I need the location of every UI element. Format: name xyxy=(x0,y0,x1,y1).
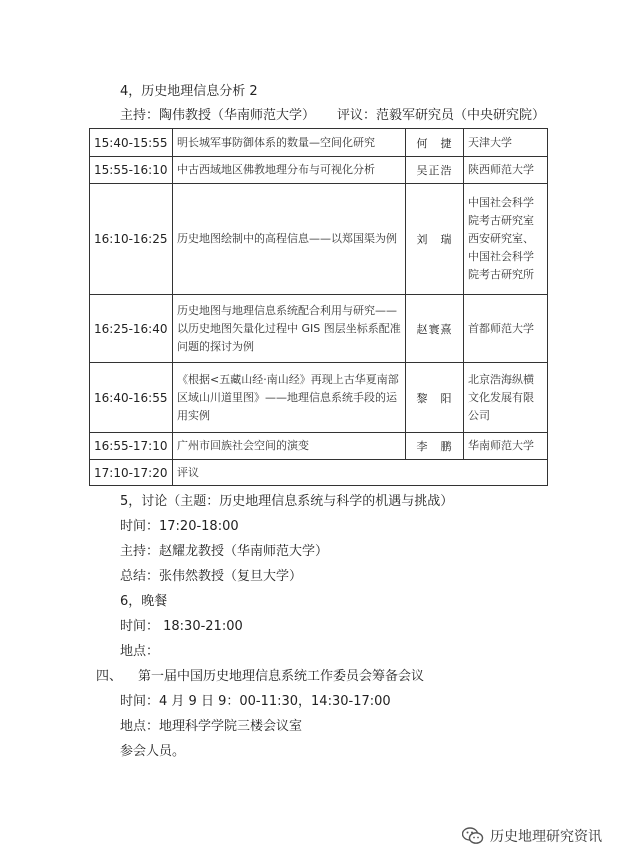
watermark-text: 历史地理研究资讯 xyxy=(490,829,602,845)
talk-title-cell: 历史地图绘制中的高程信息——以郑国渠为例 xyxy=(173,184,406,295)
talk-title-cell: 明长城军事防御体系的数量—空间化研究 xyxy=(173,129,406,157)
speaker-cell: 黎 阳 xyxy=(406,363,464,433)
affiliation-cell: 天津大学 xyxy=(464,129,548,157)
section4-commentator: 评议：范毅军研究员（中央研究院） xyxy=(337,108,546,123)
time-cell: 17:10-17:20 xyxy=(90,460,173,486)
table-row xyxy=(90,184,548,295)
part4-number: 四、 xyxy=(96,669,123,684)
time-cell: 15:40-15:55 xyxy=(90,129,173,157)
talk-title-cell: 广州市回族社会空间的演变 xyxy=(173,433,406,460)
part4-attendees: 参会人员。 xyxy=(120,744,186,759)
talk-title-cell: 评议 xyxy=(173,460,548,486)
account-watermark xyxy=(462,826,602,846)
speaker-cell: 吴正浩 xyxy=(406,157,464,184)
talk-title-cell: 历史地图与地理信息系统配合利用与研究——以历史地图矢量化过程中 GIS 图层坐标系配准问题的探讨为例 xyxy=(173,295,406,363)
part4-time: 时间：4 月 9 日 9：00-11:30，14:30-17:00 xyxy=(120,694,391,709)
table-row xyxy=(90,157,548,184)
time-cell: 16:40-16:55 xyxy=(90,363,173,433)
section4-heading: 4，历史地理信息分析 2 xyxy=(120,84,258,99)
section6-heading: 6，晚餐 xyxy=(120,594,168,609)
section4-host: 主持：陶伟教授（华南师范大学） xyxy=(120,108,316,123)
time-cell: 16:25-16:40 xyxy=(90,295,173,363)
table-row xyxy=(90,460,548,486)
speaker-cell: 何 捷 xyxy=(406,129,464,157)
time-cell: 16:55-17:10 xyxy=(90,433,173,460)
part4-place: 地点：地理科学学院三楼会议室 xyxy=(120,719,303,734)
time-cell: 16:10-16:25 xyxy=(90,184,173,295)
affiliation-cell: 北京浩海纵横文化发展有限公司 xyxy=(464,363,548,433)
table-row xyxy=(90,295,548,363)
affiliation-cell: 首都师范大学 xyxy=(464,295,548,363)
section5-heading: 5，讨论（主题：历史地理信息系统与科学的机遇与挑战） xyxy=(120,494,454,509)
talk-title-cell: 《根据<五藏山经·南山经》再现上古华夏南部区域山川道里图》——地理信息系统手段的运用实例 xyxy=(173,363,406,433)
speaker-cell: 李 鹏 xyxy=(406,433,464,460)
schedule-table xyxy=(89,128,548,486)
affiliation-cell: 华南师范大学 xyxy=(464,433,548,460)
table-row xyxy=(90,433,548,460)
speaker-cell: 赵寰熹 xyxy=(406,295,464,363)
table-row xyxy=(90,129,548,157)
affiliation-cell: 陕西师范大学 xyxy=(464,157,548,184)
time-cell: 15:55-16:10 xyxy=(90,157,173,184)
section5-host: 主持：赵耀龙教授（华南师范大学） xyxy=(120,544,329,559)
section6-place: 地点： xyxy=(120,644,160,659)
section5-summary: 总结：张伟然教授（复旦大学） xyxy=(120,569,303,584)
part4-heading: 第一届中国历史地理信息系统工作委员会筹备会议 xyxy=(138,669,425,684)
table-row xyxy=(90,363,548,433)
section6-time: 时间： 18:30-21:00 xyxy=(120,619,243,634)
section5-time: 时间：17:20-18:00 xyxy=(120,519,239,534)
wechat-icon xyxy=(462,827,484,845)
talk-title-cell: 中古西域地区佛教地理分布与可视化分析 xyxy=(173,157,406,184)
speaker-cell: 刘 瑞 xyxy=(406,184,464,295)
affiliation-cell: 中国社会科学院考古研究室西安研究室、中国社会科学院考古研究所 xyxy=(464,184,548,295)
